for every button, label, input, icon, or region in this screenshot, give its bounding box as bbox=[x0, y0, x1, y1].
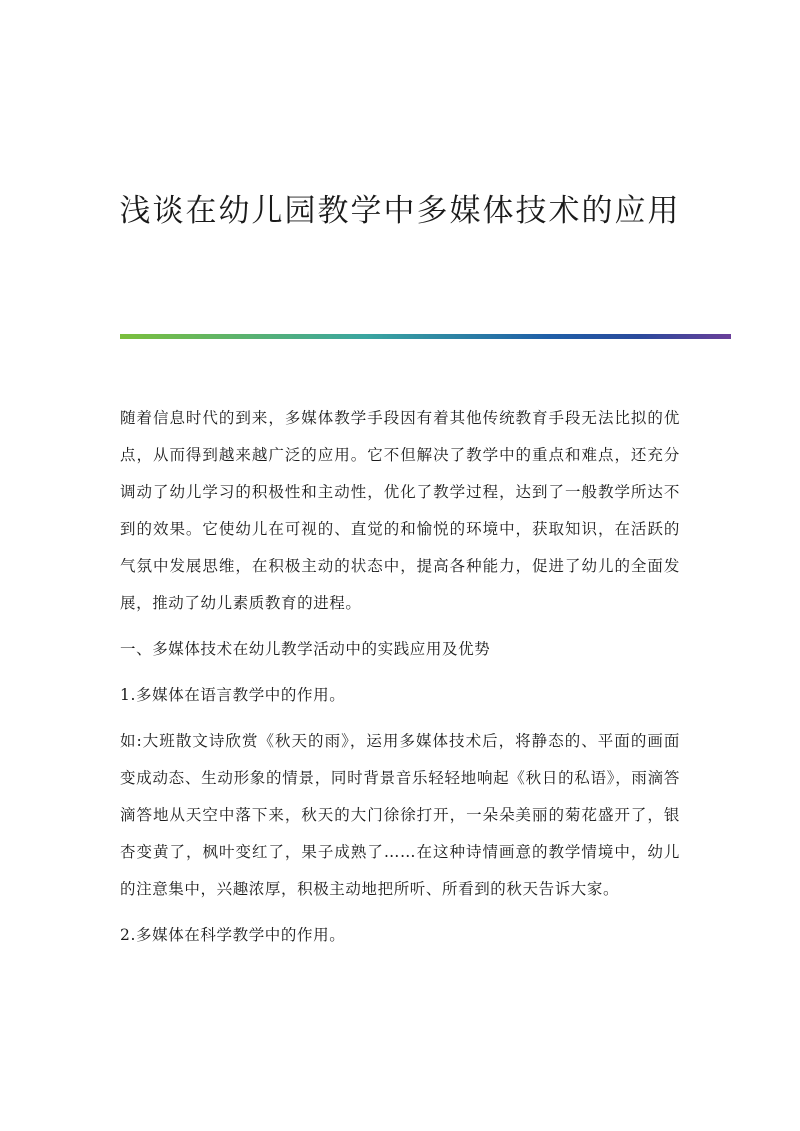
document-title: 浅谈在幼儿园教学中多媒体技术的应用 bbox=[119, 193, 681, 229]
subsection-heading-1: 1.多媒体在语言教学中的作用。 bbox=[120, 686, 346, 704]
title-divider bbox=[120, 334, 731, 339]
subsection-heading-2: 2.多媒体在科学教学中的作用。 bbox=[120, 926, 346, 944]
section-heading: 一、多媒体技术在幼儿教学活动中的实践应用及优势 bbox=[120, 640, 491, 658]
intro-paragraph: 随着信息时代的到来，多媒体教学手段因有着其他传统教育手段无法比拟的优点，从而得到越来越广泛的应用。它不但解决了教学中的重点和难点，还充分调动了幼儿学习的积极性和主动性，优化了教学过程，达到了一般教学所达不到的效果。它使幼儿在可视的、直觉的和愉悦的环境中，获取知识，在活跃的气氛中发展思维，在积极主动的状态中，提高各种能力，促进了幼儿的全面发展，推动了幼儿素质教育的进程。 bbox=[120, 409, 680, 612]
subsection-paragraph-1: 如:大班散文诗欣赏《秋天的雨》，运用多媒体技术后，将静态的、平面的画面变成动态、生动形象的情景，同时背景音乐轻轻地响起《秋日的私语》，雨滴答滴答地从天空中落下来，秋天的大门徐徐打开，一朵朵美丽的菊花盛开了，银杏变黄了，枫叶变红了，果子成熟了……在这种诗情画意的教学情境中，幼儿的注意集中，兴趣浓厚，积极主动地把所听、所看到的秋天告诉大家。 bbox=[120, 732, 680, 898]
document-body bbox=[120, 400, 680, 954]
